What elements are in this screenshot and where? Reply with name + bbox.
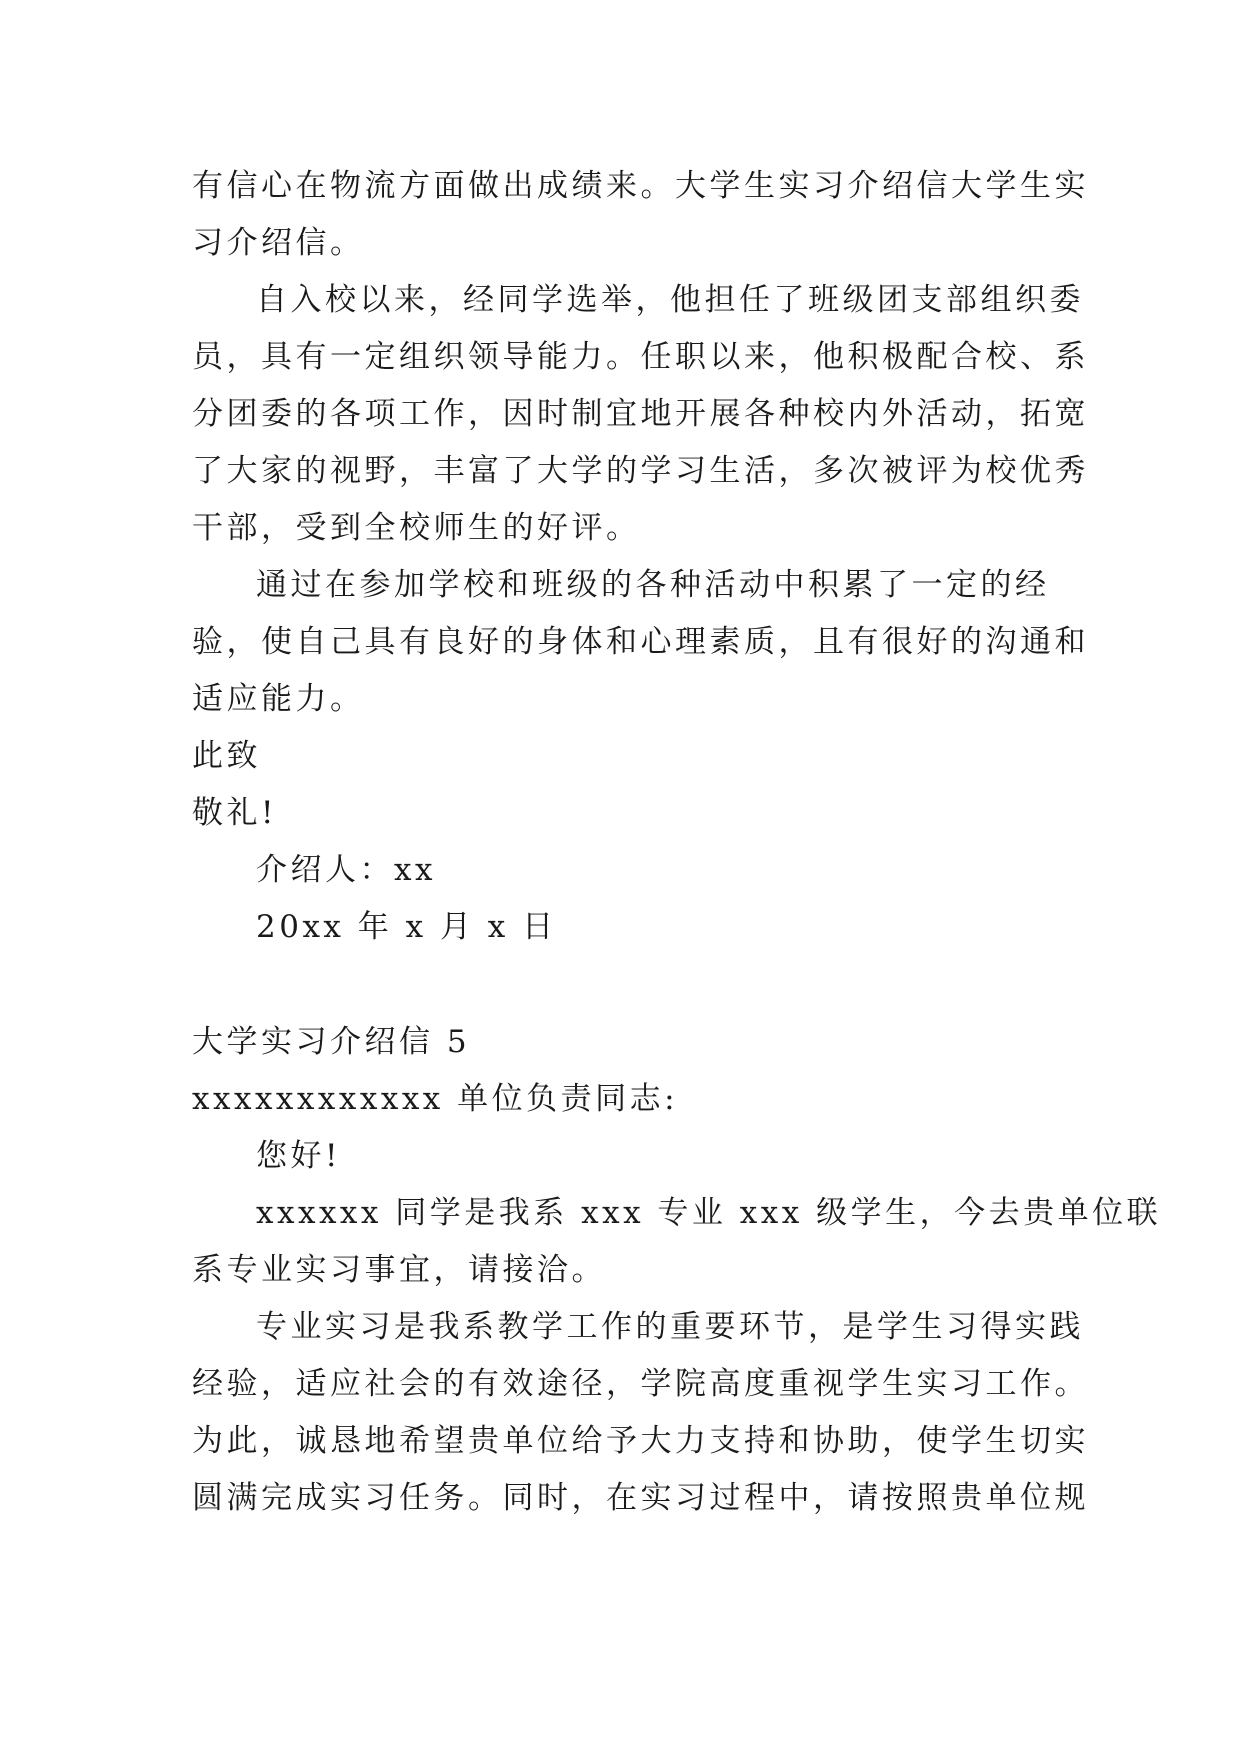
paragraph-start: xxxxxx 同学是我系 xxx 专业 xxx 级学生，今去贵单位联 xyxy=(256,1195,1162,1231)
paragraph-start: 通过在参加学校和班级的各种活动中积累了一定的经 xyxy=(256,567,1050,603)
text-line: 员，具有一定组织领导能力。任职以来，他积极配合校、系 xyxy=(192,339,1089,375)
text-line: 习介绍信。 xyxy=(192,225,365,261)
text-line: 为此，诚恳地希望贵单位给予大力支持和协助，使学生切实 xyxy=(192,1423,1089,1459)
text-line: 验，使自己具有良好的身体和心理素质，且有很好的沟通和 xyxy=(192,624,1089,660)
text-line: 圆满完成实习任务。同时，在实习过程中，请按照贵单位规 xyxy=(192,1480,1089,1516)
text-line: 经验，适应社会的有效途径，学院高度重视学生实习工作。 xyxy=(192,1366,1089,1402)
recipient-line: xxxxxxxxxxxx 单位负责同志: xyxy=(192,1081,679,1117)
salutation-line: 敬礼! xyxy=(192,795,277,831)
introducer-line: 介绍人：xx xyxy=(256,852,436,888)
text-line: 适应能力。 xyxy=(192,681,365,717)
text-line: 分团委的各项工作，因时制宜地开展各种校内外活动，拓宽 xyxy=(192,396,1089,432)
section-title: 大学实习介绍信 5 xyxy=(192,1024,471,1060)
greeting-line: 您好! xyxy=(256,1138,341,1174)
paragraph-start: 自入校以来，经同学选举，他担任了班级团支部组织委 xyxy=(256,282,1084,318)
closing-line: 此致 xyxy=(192,738,261,774)
text-line: 系专业实习事宜，请接洽。 xyxy=(192,1252,606,1288)
text-line: 了大家的视野，丰富了大学的学习生活，多次被评为校优秀 xyxy=(192,453,1089,489)
text-line: 有信心在物流方面做出成绩来。大学生实习介绍信大学生实 xyxy=(192,168,1089,204)
text-line: 干部，受到全校师生的好评。 xyxy=(192,510,641,546)
date-line: 20xx 年 x 月 x 日 xyxy=(256,909,557,945)
paragraph-start: 专业实习是我系教学工作的重要环节，是学生习得实践 xyxy=(256,1309,1084,1345)
